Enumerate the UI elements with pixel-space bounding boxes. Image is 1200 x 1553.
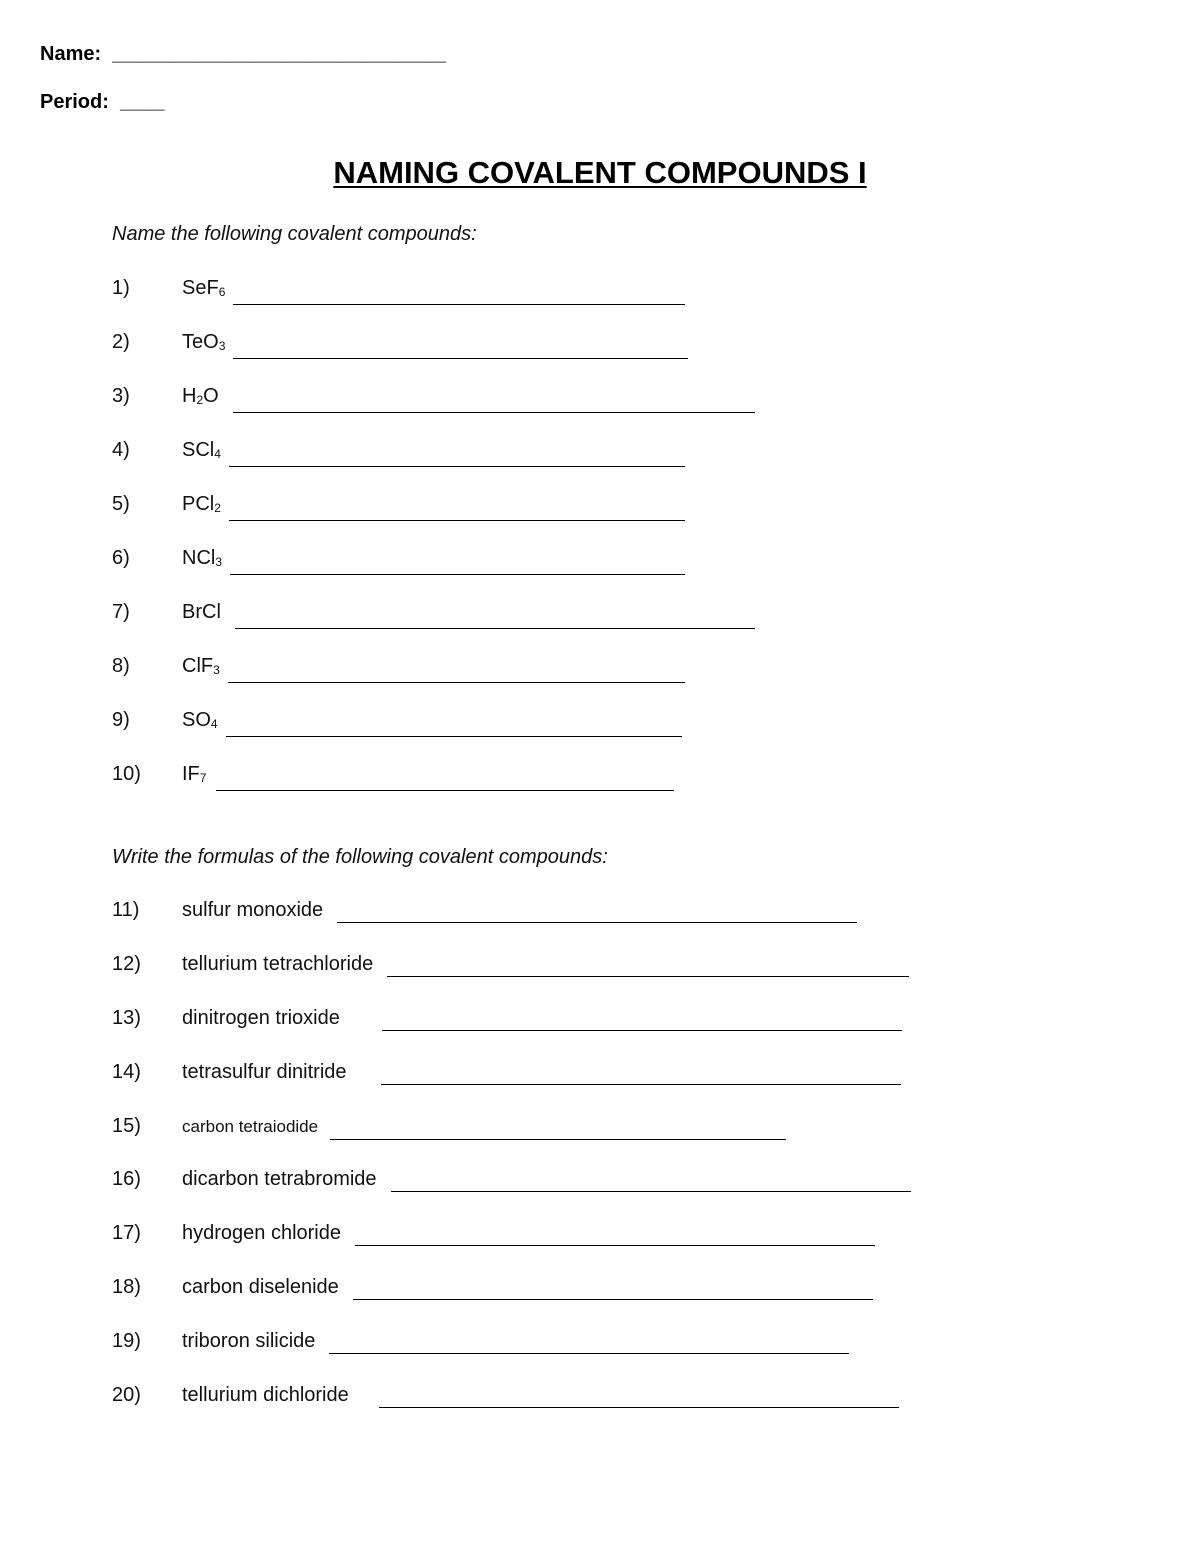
- question-number: 18): [112, 1276, 141, 1298]
- answer-blank[interactable]: [381, 1062, 901, 1085]
- question-number: 4): [112, 439, 130, 461]
- question-number: 11): [112, 899, 140, 921]
- period-blank[interactable]: ____: [120, 91, 165, 113]
- question-number: 7): [112, 601, 130, 623]
- compound-name: hydrogen chloride: [182, 1222, 341, 1244]
- question-4: [112, 437, 685, 463]
- question-number: 19): [112, 1330, 141, 1352]
- answer-blank[interactable]: [233, 390, 755, 413]
- answer-blank[interactable]: [337, 900, 857, 923]
- question-20: [112, 1382, 899, 1408]
- name-label: Name:: [40, 43, 102, 65]
- answer-blank[interactable]: [329, 1331, 849, 1354]
- answer-blank[interactable]: [235, 606, 755, 629]
- question-number: 8): [112, 655, 130, 677]
- question-number: 15): [112, 1115, 141, 1137]
- compound-name: sulfur monoxide: [182, 899, 324, 921]
- question-14: [112, 1059, 901, 1085]
- compound-formula: TeO$_3$: [182, 331, 226, 353]
- compound-name: tellurium tetrachloride: [182, 953, 374, 975]
- answer-blank[interactable]: [216, 768, 674, 791]
- question-13: [112, 1005, 902, 1031]
- question-number: 2): [112, 331, 130, 353]
- compound-name: carbon tetraiodide: [182, 1117, 319, 1136]
- answer-blank[interactable]: [229, 444, 685, 467]
- page-title-text: NAMING COVALENT COMPOUNDS I: [333, 155, 867, 190]
- answer-blank[interactable]: [391, 1169, 911, 1192]
- compound-formula: NCl$_3$: [182, 547, 223, 569]
- question-number: 6): [112, 547, 130, 569]
- compound-formula: PCl$_2$: [182, 493, 221, 515]
- question-17: [112, 1220, 875, 1246]
- answer-blank[interactable]: [233, 282, 685, 305]
- question-number: 16): [112, 1168, 141, 1190]
- question-number: 3): [112, 385, 130, 407]
- question-11: [112, 897, 857, 923]
- name-field-row: [40, 42, 446, 66]
- compound-name: dinitrogen trioxide: [182, 1007, 340, 1029]
- compound-formula: SCl$_4$: [182, 439, 221, 461]
- compound-formula: $H_2O$: [182, 385, 219, 407]
- question-3: [112, 383, 755, 409]
- answer-blank[interactable]: [355, 1223, 875, 1246]
- question-7: [112, 599, 755, 625]
- question-15: [112, 1113, 786, 1139]
- answer-blank[interactable]: [229, 498, 685, 521]
- answer-blank[interactable]: [233, 336, 688, 359]
- answer-blank[interactable]: [228, 660, 685, 683]
- period-field-row: [40, 90, 165, 114]
- question-number: 10): [112, 763, 141, 785]
- compound-name: dicarbon tetrabromide: [182, 1168, 377, 1190]
- question-2: [112, 329, 688, 355]
- question-number: 5): [112, 493, 130, 515]
- question-number: 17): [112, 1222, 141, 1244]
- question-number: 1): [112, 277, 130, 299]
- compound-name: carbon diselenide: [182, 1276, 339, 1298]
- question-number: 12): [112, 953, 141, 975]
- compound-name: triboron silicide: [182, 1330, 316, 1352]
- compound-formula: BrCl: [182, 601, 221, 623]
- question-10: [112, 761, 674, 787]
- question-5: [112, 491, 685, 517]
- question-6: [112, 545, 685, 571]
- answer-blank[interactable]: [379, 1385, 899, 1408]
- compound-formula: $SO_4$: [182, 709, 218, 731]
- answer-blank[interactable]: [230, 552, 685, 575]
- answer-blank[interactable]: [330, 1117, 786, 1140]
- question-19: [112, 1328, 849, 1354]
- question-18: [112, 1274, 873, 1300]
- answer-blank[interactable]: [226, 714, 682, 737]
- section2-instruction: Write the formulas of the following covalent compounds:: [112, 846, 608, 868]
- question-1: [112, 275, 685, 301]
- question-number: 20): [112, 1384, 141, 1406]
- question-12: [112, 951, 909, 977]
- answer-blank[interactable]: [353, 1277, 873, 1300]
- compound-name: tetrasulfur dinitride: [182, 1061, 347, 1083]
- name-blank[interactable]: ______________________________: [112, 43, 446, 65]
- section1-instruction: Name the following covalent compounds:: [112, 223, 477, 245]
- question-number: 14): [112, 1061, 141, 1083]
- compound-name: tellurium dichloride: [182, 1384, 349, 1406]
- answer-blank[interactable]: [387, 954, 909, 977]
- question-8: [112, 653, 685, 679]
- compound-formula: $IF_7$: [182, 763, 207, 785]
- question-number: 9): [112, 709, 130, 731]
- period-label: Period:: [40, 91, 109, 113]
- question-number: 13): [112, 1007, 141, 1029]
- question-9: [112, 707, 682, 733]
- page-title: [0, 155, 1200, 191]
- question-16: [112, 1166, 911, 1192]
- answer-blank[interactable]: [382, 1008, 902, 1031]
- compound-formula: SeF$_6$: [182, 277, 226, 299]
- compound-formula: ClF$_3$: [182, 655, 220, 677]
